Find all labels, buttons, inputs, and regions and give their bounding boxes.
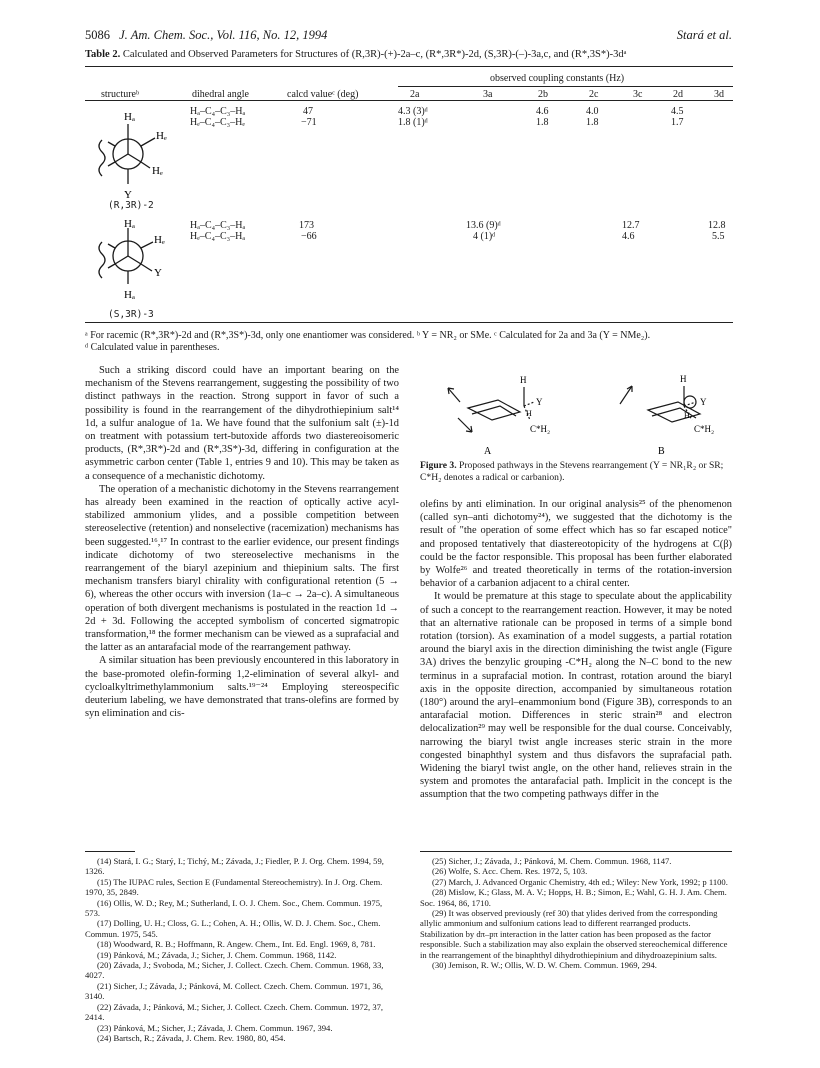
table-row3-3c: 12.7: [622, 220, 640, 231]
newman2-ha-top: Hₐ: [124, 218, 135, 230]
table-footnotes: [85, 330, 732, 354]
table-row1-2b: 4.6: [536, 106, 549, 117]
newman1-y: Y: [124, 189, 132, 201]
structure1-label: (R,3R)-2: [108, 200, 154, 211]
newman2-y: Y: [154, 267, 162, 279]
reference-26: (26) Wolfe, S. Acc. Chem. Res. 1972, 5, 103.: [432, 866, 588, 877]
figA-y: Y: [536, 397, 543, 407]
table-row3-3a: 13.6 (9)ᵈ: [466, 220, 501, 231]
table-row4-3a: 4 (1)ᵈ: [473, 231, 496, 242]
table-row1-2c: 4.0: [586, 106, 599, 117]
newman2-he: Hₑ: [154, 234, 165, 246]
table-row3-angle: Hₐ–C₄–C₃–Hₐ: [190, 220, 246, 231]
col-header-3a: 3a: [483, 89, 493, 100]
table-row2-angle: Hₑ–C₄–C₃–Hₑ: [190, 117, 245, 128]
page-number: 5086: [85, 28, 110, 42]
table-footnote-1: ᵃ For racemic (R*,3R*)-2d and (R*,3S*)-3d, only one enantiomer was considered. ᵇ Y = NR₂ or SMe. ᶜ Calculated for 2a and 3a (Y = NMe₂).: [85, 330, 651, 341]
table-row1-calcd: 47: [303, 106, 313, 117]
figure-3-caption: [420, 460, 732, 484]
figure-3-label: Figure 3.: [420, 460, 457, 471]
reference-29: (29) It was observed previously (ref 30) that ylides derived from the corresponding allylic ammonium and sulfonium cations lead to different rearranged products. Stabilization by dπ–pπ interaction in the latter cation has been proposed as the factor responsible. Such a stabilization may also explain the observed stereochemical difference in the rearrangement of the binaphthyl dihydrothiepinium and dihydroazepinium salts.: [420, 908, 728, 960]
newman1-he-upper: Hₑ: [156, 130, 167, 142]
reference-16: (16) Ollis, W. D.; Rey, M.; Sutherland, I. O. J. Chem. Soc., Chem. Commun. 1975, 573.: [85, 897, 383, 919]
reference-25: (25) Sicher, J.; Závada, J.; Pánková, M. Chem. Commun. 1968, 1147.: [432, 856, 672, 866]
reference-21: (21) Sicher, J.; Závada, J.; Pánková, M. Collect. Czech. Chem. Commun. 1971, 36, 3140.: [85, 980, 384, 1002]
group-header-rule: [398, 86, 733, 87]
table-bottom-rule: [85, 322, 733, 323]
right-paragraph-2: It would be premature at this stage to speculate about the applicability of such a concept to the rearrangement reaction. However, it may be noted that an alternative rationale can be proposed in terms of a simple bond rotation (torsion). As examination of a model suggests, a partial rotation around the biaryl axis in the direction diminishing the twist angle (Figure 3A) drives the benzylic grouping -C*H₂ along the N–C bond to the new terminus in a suprafacial motion. In contrast, rotation around the biaryl axis in the opposite direction, accompanied by simultaneous rotation (180°) around the aryl–enammonium bond (Figure 3B), corresponds to an antarafacial motion. Differences in steric strain²⁸ and electron delocalization²⁹ may well be responsible for the dual course. Conceivably, narrowing the biaryl twist angle increases steric strain in the more congested binaphthyl system and thus disfavors the suprafacial path. Widening the biaryl twist angle, on the other hand, relieves strain in the system and promotes the antarafacial path. Implicit in the concept is the assumption that the two competing pathways differ in the: [420, 591, 732, 801]
figA-ch2: C*H₂: [530, 424, 551, 434]
header-bottom-rule: [85, 100, 733, 101]
table-row1-2a: 4.3 (3)ᵈ: [398, 106, 428, 117]
structure2-label: (S,3R)-3: [108, 309, 154, 320]
right-body-column: [420, 498, 732, 802]
table-caption-text: Calculated and Observed Parameters for Structures of (R,3R)-(+)-2a–c, (R*,3R*)-2d, (S,3R)-(–)-3a,c, and (R*,3S*)-3dᵃ: [122, 49, 627, 60]
col-header-3c: 3c: [633, 89, 643, 100]
col-header-2a: 2a: [410, 89, 420, 100]
reference-23: (23) Pánková, M.; Sicher, J.; Závada, J. Chem. Commun. 1967, 394.: [97, 1022, 333, 1033]
right-refs-rule: [420, 851, 732, 852]
figA-label: A: [484, 446, 492, 457]
figure-3-caption-text: Proposed pathways in the Stevens rearrangement (Y = NR₁R₂ or SR; C*H₂ denotes a radical or carbanion).: [420, 460, 724, 483]
reference-20: (20) Závada, J.; Svoboda, M.; Sicher, J. Collect. Czech. Chem. Commun. 1968, 33, 4027.: [85, 960, 384, 981]
journal-citation: J. Am. Chem. Soc., Vol. 116, No. 12, 1994: [119, 28, 328, 42]
running-header: [85, 28, 732, 43]
table-row4-3d: 5.5: [712, 231, 725, 242]
left-paragraph-3: A similar situation has been previously encountered in this laboratory in the base-promoted olefin-forming 1,2-elimination of several alkyl- and cycloalkyltrimethylammonium salts.¹⁹⁻²⁴ Employing stereospecific deuterium labeling, we have demonstrated that trans-olefins are formed by syn elimination and cis-: [85, 655, 399, 720]
reference-14: (14) Stará, I. G.; Starý, I.; Tichý, M.; Závada, J.; Fiedler, P. J. Org. Chem. 1994, 59, 1326.: [85, 856, 384, 877]
newman2-ha-bottom: Hₐ: [124, 289, 135, 301]
left-paragraph-2: The operation of a mechanistic dichotomy in the Stevens rearrangement has already been examined in the reaction of optically active acyl-stabilized ammonium ylides, and a possible competition between stereoselective (retention) and nonselective (racemization) mechanisms has been suggested.¹⁶,¹⁷ In contrast to the earlier evidence, our present findings indicate dichotomy of two stereoselective mechanisms in the rearrangement of the biaryl azepinium and thiepinium salts. The first mechanism transfers biaryl chirality with configurational retention (5 → 6), whereas the other occurs with inversion (1a–c → 2a–c). A simultaneous operation of both divergent mechanisms is postulated in the reaction 1d → 2d + 3d. Following the accepted symbolism of concerted sigmatropic transformation,¹⁸ the former mechanism can be viewed as a suprafacial and the latter as an antarafacial mode of the rearrangement pathway.: [85, 483, 399, 654]
references-left: [85, 856, 399, 1043]
table-footnote-2: ᵈ Calculated value in parentheses.: [85, 342, 220, 353]
newman1-ha-top: Hₐ: [124, 111, 135, 123]
references-right: [420, 856, 732, 970]
figB-ch2: C*H₂: [694, 424, 715, 434]
reference-28: (28) Mislow, K.; Glass, M. A. V.; Hopps, H. B.; Simon, E.; Wahl, G. H. J. Am. Chem. Soc. 1964, 86, 1710.: [420, 887, 727, 908]
table-row1-angle: Hₐ–C₄–C₃–Hₐ: [190, 106, 246, 117]
figB-h-small: H: [684, 411, 690, 420]
table-row2-2c: 1.8: [586, 117, 599, 128]
reference-19: (19) Pánková, M.; Závada, J.; Sicher, J. Chem. Commun. 1968, 1142.: [97, 949, 337, 960]
reference-22: (22) Závada, J.; Pánková, M.; Sicher, J. Collect. Czech. Chem. Commun. 1972, 37, 2414.: [85, 1001, 384, 1023]
table-row1-2d: 4.5: [671, 106, 684, 117]
authors: Stará et al.: [676, 28, 732, 42]
reference-17: (17) Dolling, U. H.; Closs, G. L.; Cohen, A. H.; Ollis, W. D. J. Chem. Soc., Chem. Commun. 1975, 545.: [85, 918, 381, 939]
table-row4-angle: Hₑ–C₄–C₃–Hₐ: [190, 231, 246, 242]
col-header-3d: 3d: [714, 89, 724, 100]
col-header-dihedral: dihedral angle: [192, 89, 249, 100]
reference-27: (27) March, J. Advanced Organic Chemistry, 4th ed.; Wiley: New York, 1992; p 1100.: [432, 876, 728, 887]
newman-projection-2: [86, 218, 186, 308]
reference-30: (30) Jemison, R. W.; Ollis, W. D. W. Chem. Commun. 1969, 294.: [432, 960, 657, 971]
table-row4-calcd: −66: [301, 231, 317, 242]
table-caption: [85, 49, 732, 60]
figB-y: Y: [700, 397, 707, 407]
col-header-structure: structureᵇ: [101, 89, 140, 100]
figure-3: [420, 362, 732, 462]
left-body-column: [85, 364, 399, 720]
table-row2-calcd: −71: [301, 117, 317, 128]
table-row3-calcd: 173: [299, 220, 314, 231]
col-header-2c: 2c: [589, 89, 599, 100]
reference-18: (18) Woodward, R. B.; Hoffmann, R. Angew. Chem., Int. Ed. Engl. 1969, 8, 781.: [97, 939, 376, 950]
reference-15: (15) The IUPAC rules, Section E (Fundamental Stereochemistry). In J. Org. Chem. 1970, 35, 2849.: [85, 876, 383, 898]
figA-arrow-up: [448, 388, 460, 402]
newman1-he-lower: Hₑ: [152, 165, 163, 177]
col-header-calcd: calcd valueᶜ (deg): [287, 89, 359, 100]
figB-label: B: [658, 446, 665, 457]
table-row2-2d: 1.7: [671, 117, 684, 128]
table-row4-3c: 4.6: [622, 231, 635, 242]
figB-h-top: H: [680, 374, 687, 384]
table-top-rule: [85, 66, 733, 67]
figA-h-top: H: [520, 375, 527, 385]
table-row2-2b: 1.8: [536, 117, 549, 128]
table-label: Table 2.: [85, 49, 121, 60]
figA-h-small: H: [526, 409, 532, 418]
group-header: observed coupling constants (Hz): [490, 73, 625, 84]
col-header-2b: 2b: [538, 89, 548, 100]
left-paragraph-1: Such a striking discord could have an important bearing on the mechanism of the Stevens rearrangement, suggesting the possibility of two distinct pathways in the reaction. Strong support in favor of such a possibility is found in the rearrangement of the dihydrothiepinium salt¹⁴ 1d, a sulfur analogue of 1a. We have found that the sulfonium salt (±)-1d on treatment with potassium tert-butoxide affords two diastereoisomeric products, (R*,3R*)-2d and (R*,3S*)-3d, differing in configuration at the asymmetric carbon center (Table 1, entries 9 and 10). This may be taken as a consequence of a mechanistic dichotomy.: [85, 365, 399, 482]
left-refs-rule: [85, 851, 135, 852]
right-paragraph-1: olefins by anti elimination. In our original analysis²⁵ of the phenomenon (called syn–anti dichotomy²⁴), we suggested that the dichotomy is the result of "the operation of some effect which has so far escaped notice" and proposed tentatively that diastereotopicity of the hydrogens at C(β) could be the factor responsible. This proposal has been further elaborated by Wolfe²⁶ and treated theoretically in terms of the rotation-inversion behavior of a carbanion adjacent to a chiral center.: [420, 499, 732, 590]
reference-24: (24) Bartsch, R.; Závada, J. Chem. Rev. 1980, 80, 454.: [97, 1032, 286, 1043]
table-row3-3d: 12.8: [708, 220, 726, 231]
table-row2-2a: 1.8 (1)ᵈ: [398, 117, 428, 128]
col-header-2d: 2d: [673, 89, 683, 100]
